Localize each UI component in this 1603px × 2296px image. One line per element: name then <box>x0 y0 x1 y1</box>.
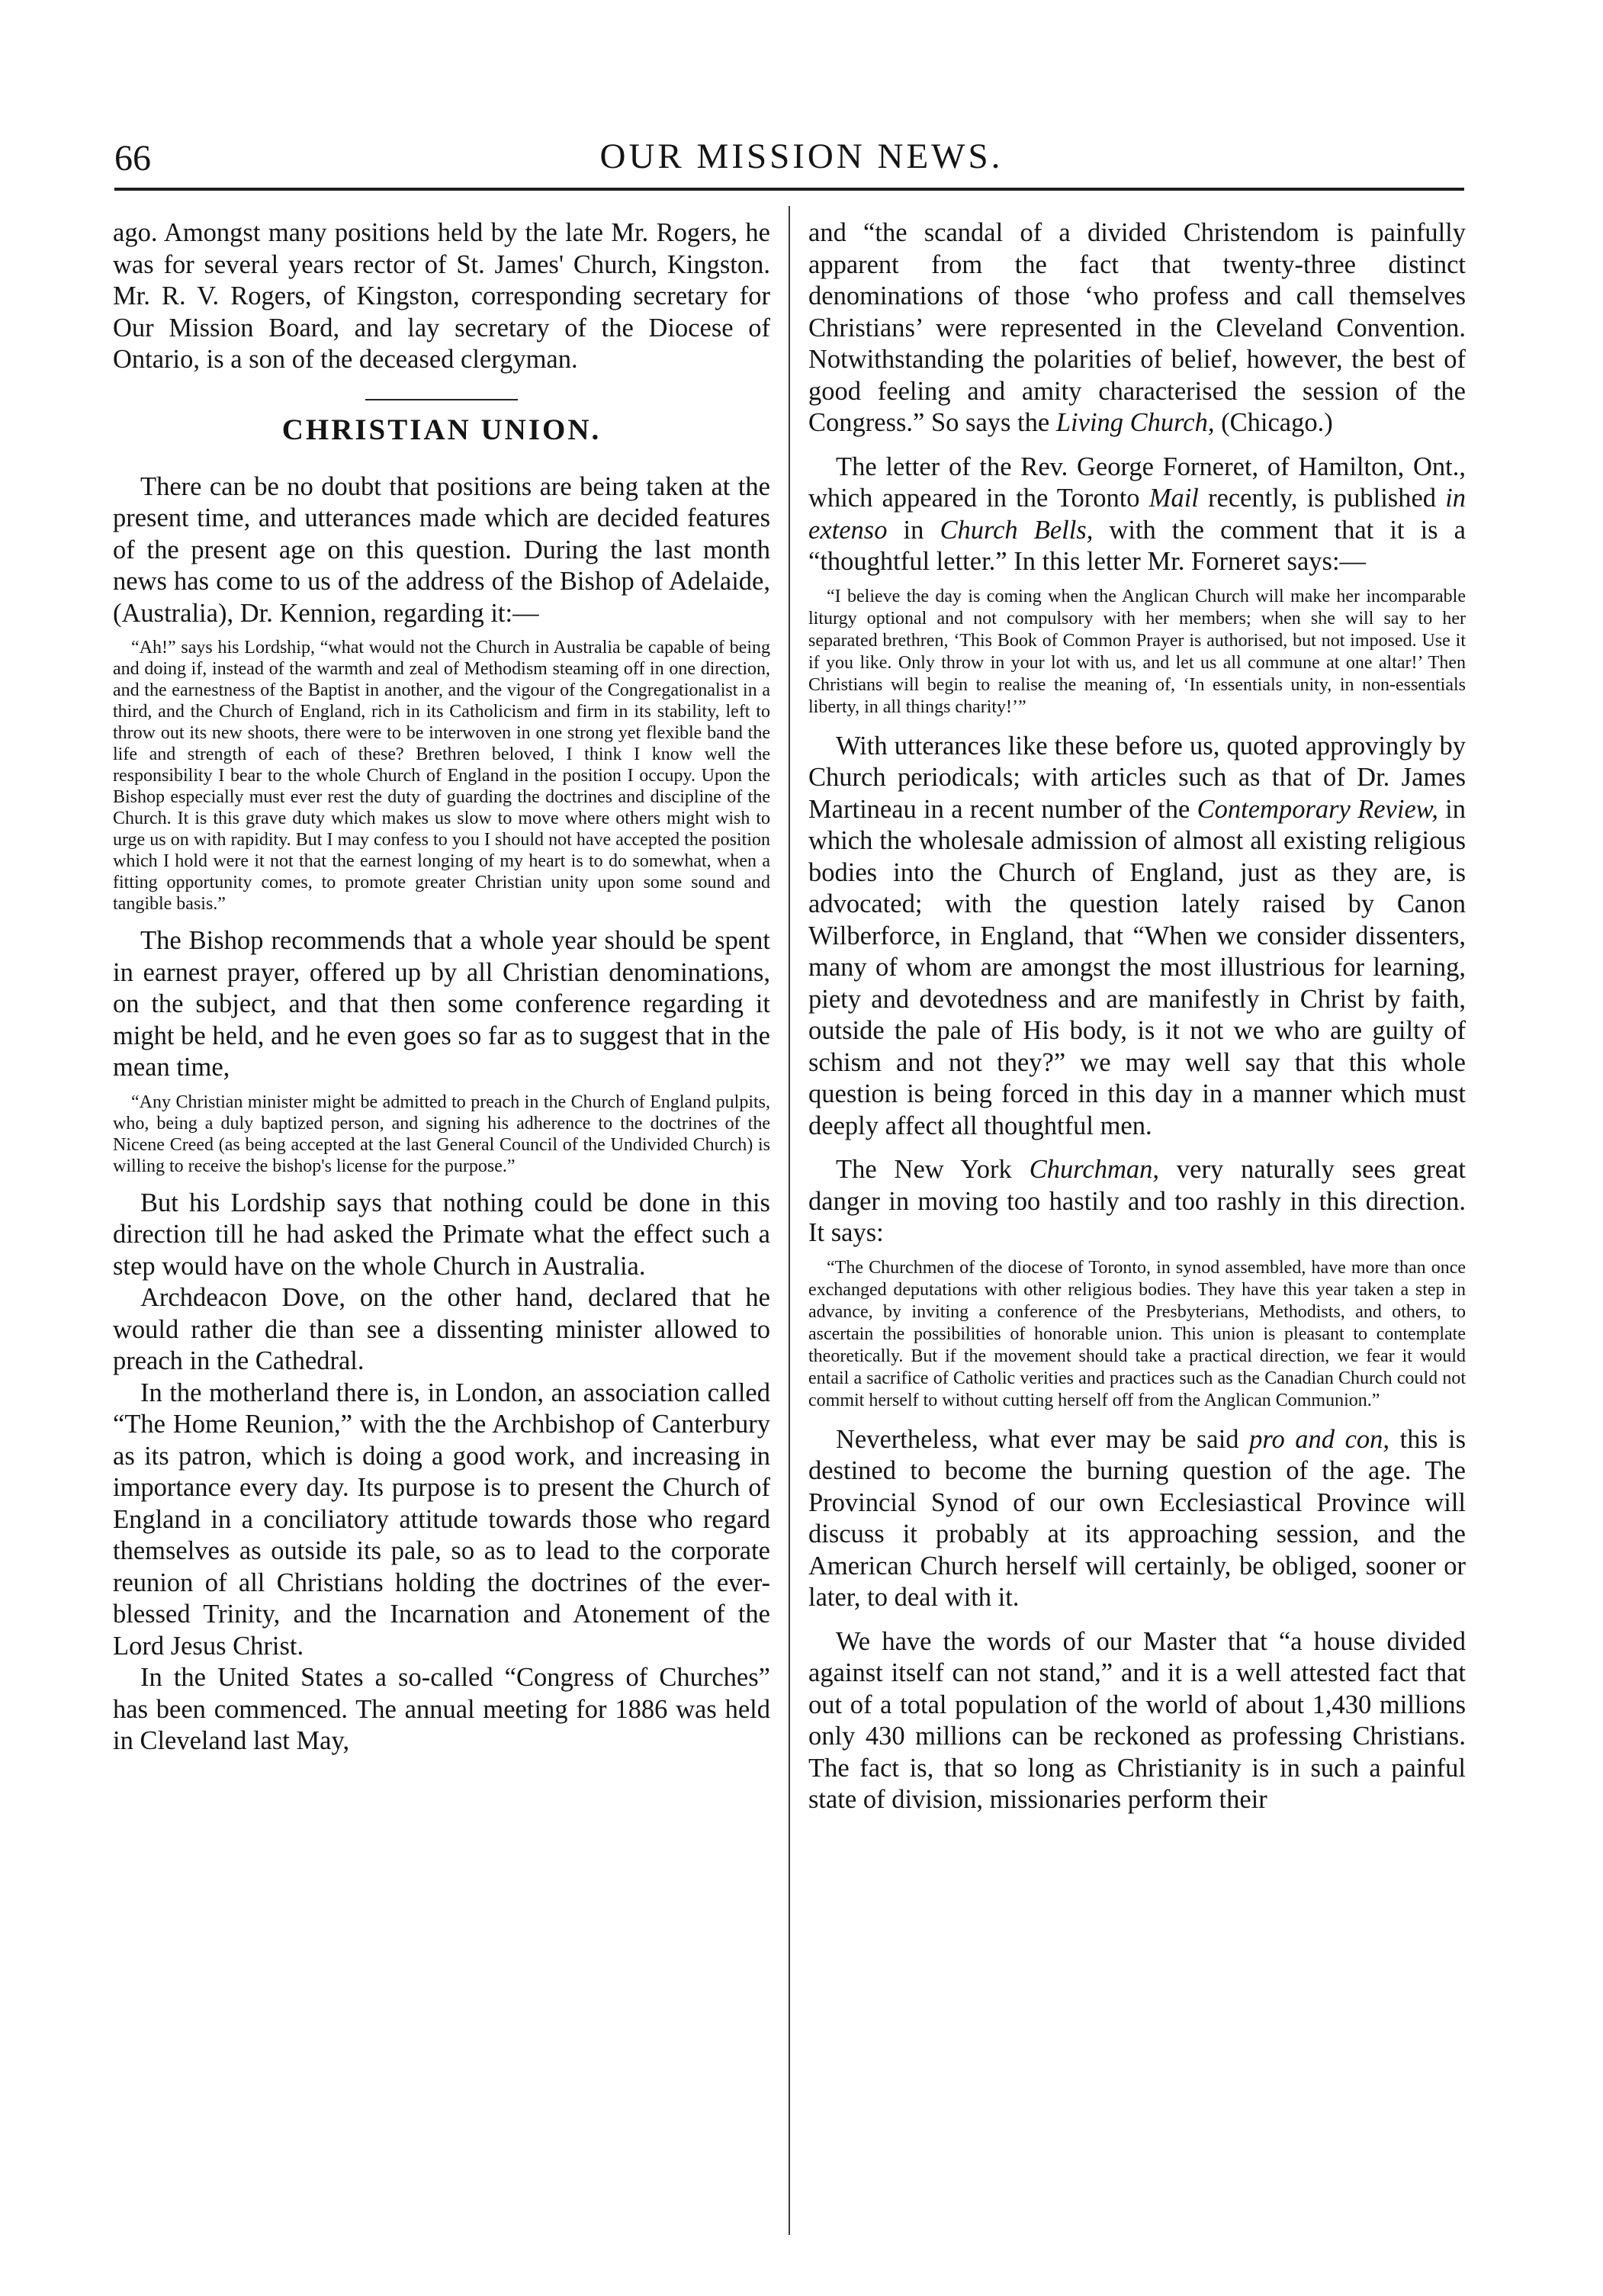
italic-title: Church Bells, <box>940 515 1094 545</box>
left-column <box>113 217 770 1757</box>
paragraph <box>808 731 1466 1143</box>
right-column <box>808 217 1466 1816</box>
text: in which the wholesale admission of almost all existing religious bodies into the Church of England, just as they are, is advocated; with the question lately raised by Canon Wilberforce, in England, that “When we consider dissenters, many of whom are amongst the most illustrious for learning, piety and devotedness and are manifestly in Christ by faith, outside the pale of His body, is it not we who are guilty of schism and not they?” we may well say that this whole question is being forced in this day in a manner which must deeply affect all thoughtful men. <box>808 794 1466 1140</box>
text: this is destined to become the burning question of the age. The Provincial Synod of our own Ecclesiastical Province will discuss it probably at its approaching session, and the American Church herself will certainly, be obliged, sooner or later, to deal with it. <box>808 1424 1466 1612</box>
paragraph <box>808 452 1466 578</box>
paragraph: In the motherland there is, in London, an association called “The Home Reunion,” with the the Archbishop of Canterbury as its patron, which is doing a good work, and increasing in importance every day. Its purpose is to present the Church of England in a conciliatory attitude towards those who regard themselves as outside its pale, so as to lead to the corporate reunion of all Christians holding the doctrines of the ever-blessed Trinity, and the Incarnation and Atonement of the Lord Jesus Christ. <box>113 1378 770 1661</box>
text: Nevertheless, what ever may be said <box>836 1424 1239 1454</box>
paragraph: But his Lordship says that nothing could be done in this direction till he had asked the Primate what the effect such a step would have on the whole Church in Australia. <box>113 1188 770 1281</box>
italic-title: Mail <box>1148 484 1199 513</box>
header-rule <box>114 188 1464 191</box>
intro-paragraph: ago. Amongst many positions held by the late Mr. Rogers, he was for several years rector of St. James' Church, Kingston. Mr. R. V. Rogers, of Kingston, corresponding secretary for Our Mission Board, and lay secretary of the Diocese of Ontario, is a son of the deceased clergyman. <box>113 218 770 374</box>
paragraph: There can be no doubt that positions are being taken at the present time, and utterances made which are decided features of the present age on this question. During the last month news has come to us of the address of the Bishop of Adelaide, (Australia), Dr. Kennion, regarding it:— <box>113 471 770 628</box>
running-title: OUR MISSION NEWS. <box>599 137 1004 176</box>
text: with the comment that it is a “thoughtful letter.” In this letter Mr. Forneret says:— <box>808 515 1466 576</box>
text: The New York <box>836 1155 1012 1184</box>
paragraph <box>808 217 1466 439</box>
block-quote: “Ah!” says his Lordship, “what would not the Church in Australia be capable of being and doing if, instead of the warmth and zeal of Methodism steaming off in one direction, and the earnestness of the Baptist in another, and the vigour of the Congregationalist in a third, and the Church of England, rich in its Catholicism and firm in its stability, left to throw out its new shoots, there were to be interwoven in one strong yet flexible band the life and strength of each of these? Brethren beloved, I think I know well the responsibility I bear to the whole Church of England in the position I occupy. Upon the Bishop especially must ever rest the duty of guarding the doctrines and discipline of the Church. It is this grave duty which makes us slow to move where others might wish to urge us on with rapidity. But I may confess to you I should not have accepted the position which I hold were it not that the earnest longing of my heart is to do somewhat, when a fitting opportunity comes, to promote greater Christian unity upon some sound and tangible basis.” <box>113 638 770 914</box>
text: in <box>903 515 924 545</box>
text: (Chicago.) <box>1221 408 1333 437</box>
italic-title: Contemporary Review, <box>1197 794 1438 824</box>
paragraph: The Bishop recommends that a whole year should be spent in earnest prayer, offered up by all Christian denominations, on the subject, and that then some conference regarding it might be held, and he even goes so far as to suggest that in the mean time, <box>113 926 770 1082</box>
paragraph: In the United States a so-called “Congress of Churches” has been commenced. The annual meeting for 1886 was held in Cleveland last May, <box>113 1663 770 1755</box>
block-quote: “The Churchmen of the diocese of Toronto, in synod assembled, have more than once exchanged deputations with other religious bodies. They have this year taken a step in advance, by inviting a conference of the Presbyterians, Methodists, and others, to ascertain the possibilities of honorable union. This union is pleasant to contemplate theoretically. But if the movement should take a practical direction, we fear it would entail a sacrifice of Catholic verities and practices such as the Canadian Church could not commit herself to without cutting herself off from the Anglican Communion.” <box>808 1257 1466 1410</box>
text: With utterances like these before us, quoted approvingly by Church periodicals; with articles such as that of Dr. James Martineau in a recent number of the <box>808 731 1466 824</box>
italic-phrase: pro and con, <box>1249 1424 1390 1454</box>
column-divider <box>789 206 790 2235</box>
page-number: 66 <box>114 138 151 178</box>
text: recently, is published <box>1208 484 1437 513</box>
paragraph: Archdeacon Dove, on the other hand, declared that he would rather die than see a dissenting minister allowed to preach in the Cathedral. <box>113 1283 770 1375</box>
italic-title: Living Church, <box>1055 408 1215 437</box>
block-quote: “I believe the day is coming when the Anglican Church will make her incomparable liturgy optional and not compulsory with her members; when she will say to her separated brethren, ‘This Book of Common Prayer is authorised, but not imposed. Use it if you like. Only throw in your lot with us, and let us all commune at one altar!’ Then Christians will begin to realise the meaning of, ‘In essentials unity, in non-essentials liberty, in all things charity!’” <box>808 586 1466 717</box>
section-title: CHRISTIAN UNION. <box>281 413 602 446</box>
paragraph: We have the words of our Master that “a house divided against itself can not stand,” and it is a well attested fact that out of a total population of the world of about 1,430 millions only 430 millions can be reckoned as professing Christians. The fact is, that so long as Christianity is in such a painful state of division, missionaries perform their <box>808 1626 1466 1814</box>
text: very naturally sees great danger in moving too hastily and too rashly in this direction. It says: <box>808 1155 1466 1247</box>
italic-title: Churchman, <box>1029 1155 1159 1184</box>
section-rule <box>365 399 518 400</box>
text: The letter of the Rev. George Forneret, of Hamilton, Ont., which appeared in the Toronto <box>808 452 1466 513</box>
paragraph <box>808 1154 1466 1249</box>
italic-phrase: in extenso <box>808 484 1466 545</box>
text: and “the scandal of a divided Christendom is painfully apparent from the fact that twenty-three distinct denominations of those ‘who profess and call themselves Christians’ were represented in the Cleveland Convention. Notwithstanding the polarities of belief, however, the best of good feeling and amity characterised the session of the Congress.” So says the <box>808 218 1466 437</box>
paragraph <box>808 1424 1466 1614</box>
block-quote: “Any Christian minister might be admitted to preach in the Church of England pulpits, who, being a duly baptized person, and signing his adherence to the doctrines of the Nicene Creed (as being accepted at the last General Council of the Undivided Church) is willing to receive the bishop's license for the purpose.” <box>113 1092 770 1176</box>
